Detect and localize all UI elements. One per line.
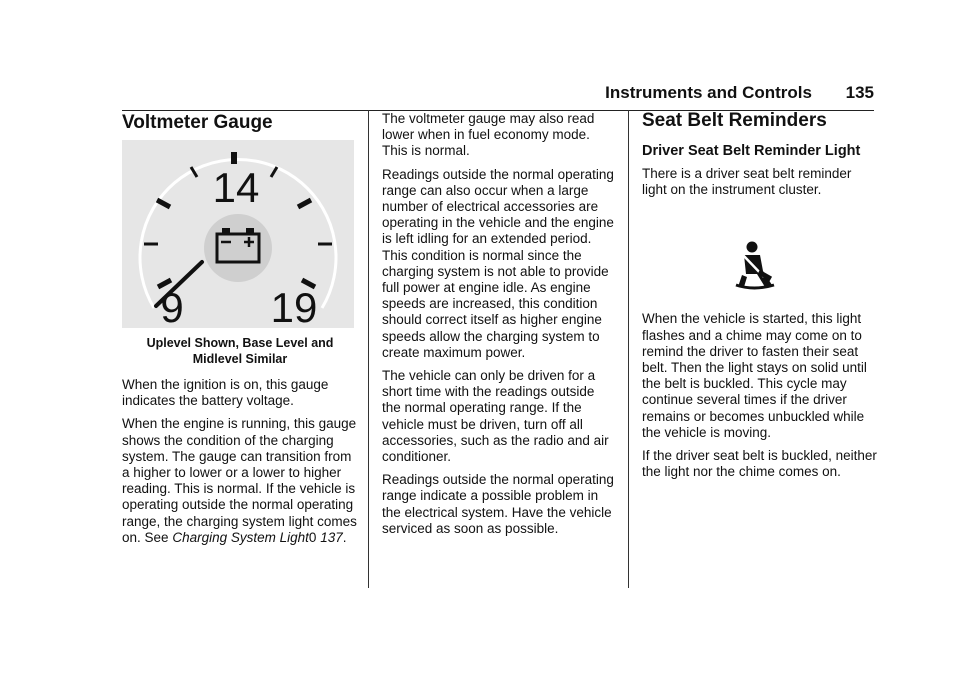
paragraph: When the ignition is on, this gauge indicates the battery voltage. [122,377,329,409]
voltmeter-heading: Voltmeter Gauge [122,112,273,133]
gauge-caption [122,335,358,367]
seat-belt-reminders-heading: Seat Belt Reminders [642,110,827,131]
gauge-tick [157,200,170,207]
gauge-center-disk [204,214,272,282]
voltmeter-gauge-svg [122,140,354,328]
column-3 [642,110,878,487]
page-number: 135 [845,83,874,102]
gauge-caption-line: Uplevel Shown, Base Level and [146,336,334,350]
page-header [122,80,874,111]
column-2 [382,110,614,544]
page-ref-symbol: 0 [308,529,317,545]
paragraph: The vehicle can only be driven for a short time with the readings outside the normal operating range. If the vehicle must be driven, turn off all accessories, such as the radio and air conditioner. [382,368,609,465]
header-section-title: Instruments and Controls [605,83,812,102]
paragraph-text: When the engine is running, this gauge shows the condition of the charging system. The gauge can transition from a higher to lower or a lower to higher reading. This is normal. If the vehicle is operating outside the normal operating range, the charging system light comes on. [122,416,357,545]
see-text: See [144,529,169,545]
paragraph: If the driver seat belt is buckled, neither the light nor the chime comes on. [642,448,877,480]
gauge-label-9: 9 [160,284,184,328]
gauge-tick [298,200,311,207]
period: . [342,529,347,545]
paragraph [122,416,358,546]
paragraph: Readings outside the normal operating range indicate a possible problem in the electrical system. Have the vehicle serviced as soon as possible. [382,472,614,536]
seat-belt-icon-area [642,205,878,311]
page-ref-number[interactable]: 137 [320,529,343,545]
column-divider [628,110,629,588]
column-1 [122,110,358,553]
gauge-tick [271,167,277,177]
driver-seat-belt-subheading: Driver Seat Belt Reminder Light [642,143,861,159]
seat-belt-icon [732,241,780,291]
column-divider [368,110,369,588]
paragraph: There is a driver seat belt reminder light on the instrument cluster. [642,166,852,198]
paragraph: The voltmeter gauge may also read lower when in fuel economy mode. This is normal. [382,111,595,159]
paragraph: When the vehicle is started, this light flashes and a chime may come on to remind the driver to fasten their seat belt. Then the light stays on solid until the belt is buckled. This cycle may continue several times if the driver remains or becomes unbuckled while the vehicle is moving. [642,311,867,440]
gauge-caption-line: Midlevel Similar [192,352,288,366]
charging-system-light-link[interactable]: Charging System Light [172,529,309,545]
gauge-label-19: 19 [270,284,318,328]
voltmeter-gauge-illustration [122,140,354,328]
paragraph: Readings outside the normal operating range can also occur when a large number of electrical accessories are operating in the vehicle and the engine is left idling for an extended period. This condition is normal since the charging system is not able to provide full power at engine idle. As engine speeds are increased, this condition should correct itself as higher engine speeds allow the charging system to create maximum power. [382,166,614,360]
gauge-label-14: 14 [212,164,260,211]
